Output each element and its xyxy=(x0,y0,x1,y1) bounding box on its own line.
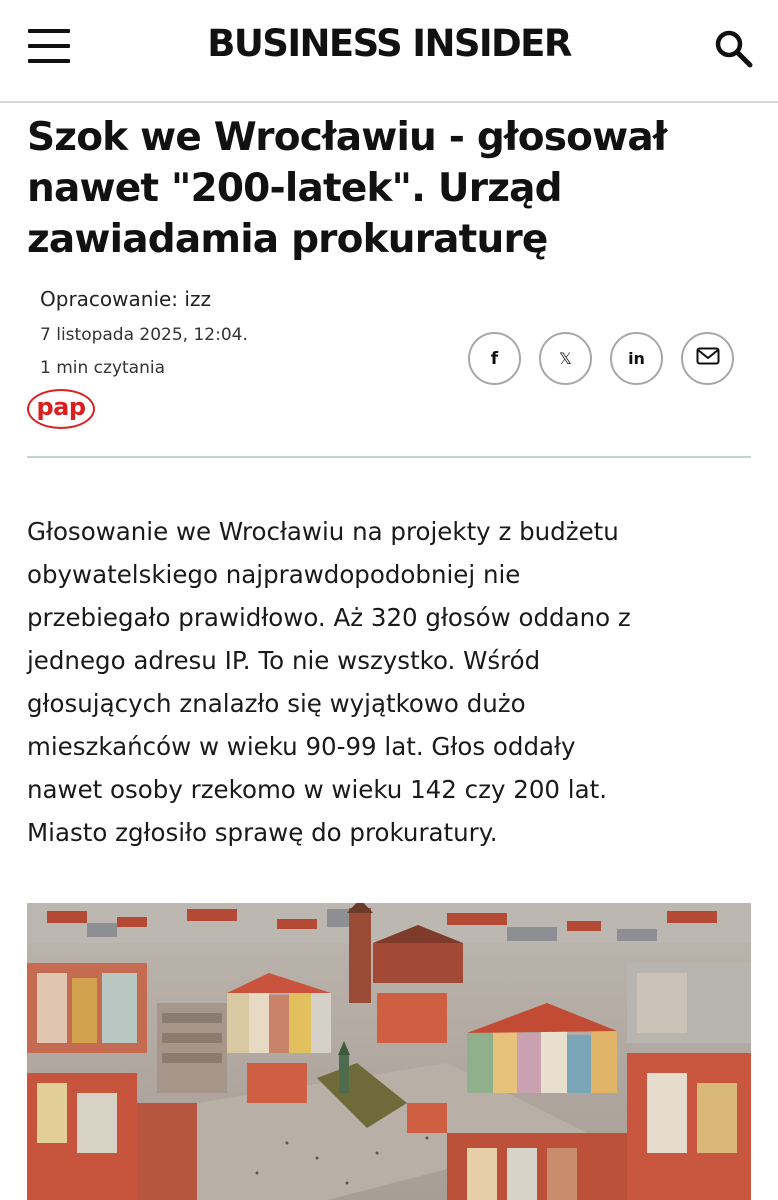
search-icon[interactable] xyxy=(712,27,754,69)
lead-line: nawet osoby rzekomo w wieku 142 czy 200 lat. xyxy=(27,775,608,804)
lead-line: jednego adresu IP. To nie wszystko. Wśród xyxy=(27,646,541,675)
facebook-icon: f xyxy=(490,348,499,369)
share-email-button[interactable] xyxy=(681,332,734,385)
headline-line: nawet "200-latek". Urząd xyxy=(27,166,562,211)
share-facebook-button[interactable] xyxy=(468,332,521,385)
lead-line: Głosowanie we Wrocławiu na projekty z budżetu xyxy=(27,517,619,546)
lead-line: Miasto zgłosiło sprawę do prokuratury. xyxy=(27,818,498,847)
reading-time: 1 min czytania xyxy=(40,358,166,378)
headline-line: Szok we Wrocławiu - głosował xyxy=(27,115,667,160)
author-byline: Opracowanie: izz xyxy=(40,287,211,311)
pap-logo xyxy=(27,389,95,429)
article-headline xyxy=(27,112,747,265)
share-x-button[interactable] xyxy=(539,332,592,385)
share-linkedin-button[interactable] xyxy=(610,332,663,385)
article-meta xyxy=(40,287,248,378)
lead-line: mieszkańców w wieku 90-99 lat. Głos oddały xyxy=(27,732,576,761)
article-photo[interactable] xyxy=(27,903,751,1200)
article-lead xyxy=(27,510,747,854)
lead-line: przebiegało prawidłowo. Aż 320 głosów oddano z xyxy=(27,603,631,632)
lead-line: obywatelskiego najprawdopodobniej nie xyxy=(27,560,521,589)
top-bar xyxy=(0,0,778,103)
headline-line: zawiadamia prokuraturę xyxy=(27,217,548,262)
linkedin-icon: in xyxy=(628,349,645,368)
site-logo[interactable]: BUSINESS INSIDER xyxy=(207,22,571,65)
x-icon: 𝕏 xyxy=(559,349,572,368)
lead-line: głosujących znalazło się wyjątkowo dużo xyxy=(27,689,526,718)
city-aerial-image xyxy=(27,903,751,1200)
publish-date: 7 listopada 2025, 12:04. xyxy=(40,325,248,345)
mail-icon xyxy=(696,347,720,370)
pap-logo-text: pap xyxy=(36,393,86,421)
section-divider xyxy=(27,456,751,458)
